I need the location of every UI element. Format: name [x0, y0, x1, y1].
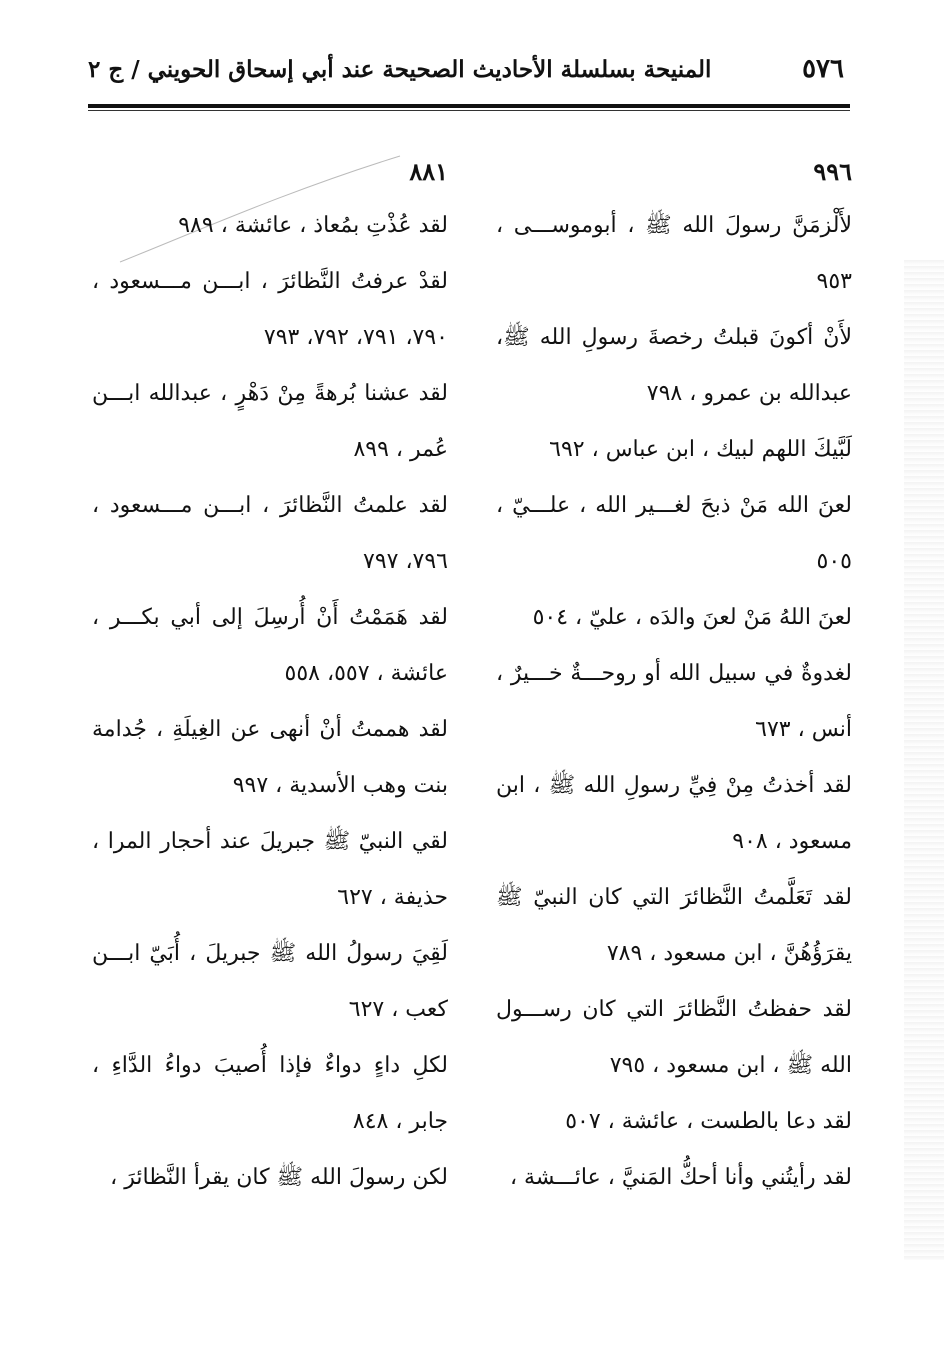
- right-column: [496, 152, 852, 1206]
- index-entry: لكلِ داءٍ دواءٌ فإذا أُصيبَ دواءُ الدَّاءِ ، جابر ، ٨٤٨: [92, 1053, 448, 1134]
- index-entry: لعنَ اللهُ مَنْ لعنَ والدَه ، عليّ ، ٥٠٤: [532, 605, 852, 630]
- index-entry: لقي النبيّ ﷺ جبريلَ عند أحجار المرا ، حذيفة ، ٦٢٧: [92, 829, 448, 910]
- section-number: ٩٩٦: [813, 157, 852, 186]
- index-entry: لقد هَمَمْتُ أَنْ أُرسِلَ إلى أبي بكـــر ، عائشة ، ٥٥٧، ٥٥٨: [92, 605, 448, 686]
- running-title: المنيحة بسلسلة الأحاديث الصحيحة عند أبي إسحاق الحويني / ج ٢: [88, 56, 712, 83]
- index-entry: لقد علمتُ النَّظائرَ ، ابـــن مـــسعود ، ٧٩٦، ٧٩٧: [92, 493, 448, 574]
- index-entry: لأَنْ أكونَ قبلتُ رخصةَ رسولِ الله ﷺ، عبدالله بن عمرو ، ٧٩٨: [496, 325, 852, 406]
- index-entry: لقد عشنا بُرهةً مِنْ دَهْرٍ ، عبدالله ابـــن عُمر ، ٨٩٩: [92, 381, 448, 462]
- header-rule: [88, 104, 850, 108]
- index-entry: لَقِيَ رسولُ الله ﷺ جبريلَ ، أُبَيّ ابـــن كعب ، ٦٢٧: [92, 941, 448, 1022]
- page-number: ٥٧٦: [802, 54, 844, 84]
- index-entry: لعنَ الله مَنْ ذبحَ لغـــير الله ، علـــيّ ، ٥٠٥: [496, 493, 852, 574]
- index-entry: لَبَّيكَ اللهم لبيك ، ابن عباس ، ٦٩٢: [549, 437, 852, 462]
- header-rule-thin: [88, 110, 850, 111]
- index-entry: لقد حفظتُ النَّظائرَ التي كان رســـول الله ﷺ ، ابن مسعود ، ٧٩٥: [496, 997, 852, 1078]
- left-column: [92, 152, 448, 1206]
- index-entry: لقد أخذتُ مِنْ فِيِّ رسولِ الله ﷺ ، ابن مسعود ، ٩٠٨: [496, 773, 852, 854]
- scan-noise-edge: [904, 260, 944, 1260]
- index-entry: لقد دعا بالطست ، عائشة ، ٥٠٧: [565, 1109, 852, 1134]
- index-entry: لقد رأيتُني وأنا أحكُّ المَنيَّ ، عائـــشة ،: [509, 1165, 852, 1190]
- index-entry: لقد عُذْتِ بمُعاذ ، عائشة ، ٩٨٩: [178, 213, 448, 238]
- index-entry: لقد هممتُ أنْ أنهى عن الغِيلَةِ ، جُدامة بنت وهب الأسدية ، ٩٩٧: [92, 717, 448, 798]
- index-entry: لكن رسولَ الله ﷺ كان يقرأ النَّظائرَ ،: [110, 1165, 448, 1190]
- section-number: ٨٨١: [409, 157, 448, 186]
- page-header: [88, 48, 850, 88]
- index-entry: لأَلْزمَنَّ رسولَ الله ﷺ ، أبوموســـى ، ٩٥٣: [496, 213, 852, 294]
- index-entry: لقد تَعَلَّمتُ النَّظائرَ التي كان النبيّ ﷺ يقرَؤُهُنَّ ، ابن مسعود ، ٧٨٩: [496, 885, 852, 966]
- index-entry: لغدوةٌ في سبيل الله أو روحـــةٌ خـــيرٌ ، أنس ، ٦٧٣: [496, 661, 852, 742]
- index-entry: لقدْ عرفتُ النَّظائرَ ، ابـــن مـــسعود ، ٧٩٠، ٧٩١، ٧٩٢، ٧٩٣: [92, 269, 448, 350]
